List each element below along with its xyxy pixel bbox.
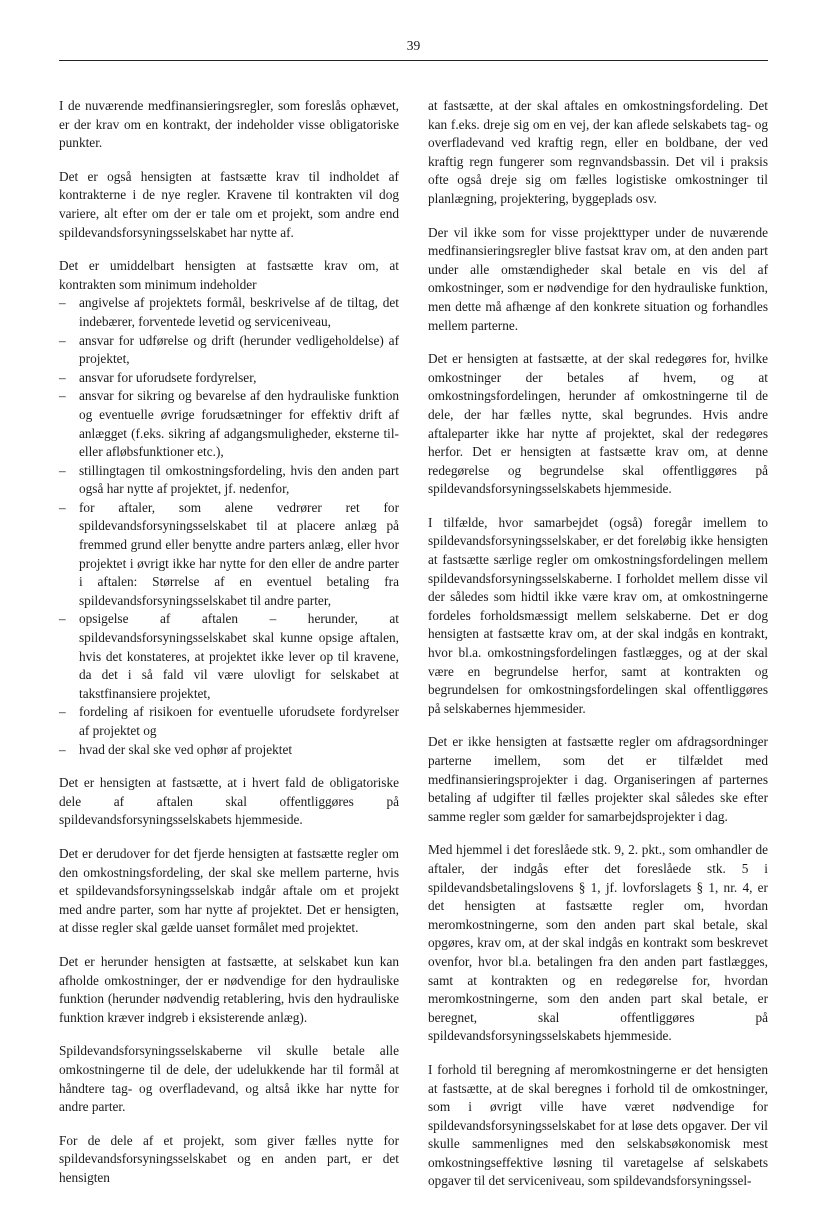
paragraph: I de nuværende medfinansieringsregler, som foreslås ophævet, er der krav om en kontrakt, der indeholder visse obligatoriske punkter. — [59, 98, 399, 151]
paragraph: Spildevandsforsyningsselskaberne vil skulle betale alle omkostningerne til de dele, der udelukkende har til formål at håndtere tag- og overfladevand, og altså ikke har nytte for andre parter. — [59, 1043, 399, 1115]
requirements-list — [59, 294, 399, 759]
list-item: – opsigelse af aftalen – herunder, at spildevandsforsyningsselskabet skal kunne opsige aftalen, hvis det konstateres, at projektet ikke lever op til kravene, da det i så fald vil være ulovligt for selskabet at takstfinansiere projektet, — [59, 610, 399, 703]
left-column — [59, 97, 399, 1202]
paragraph: Det er herunder hensigten at fastsætte, at selskabet kun kan afholde omkostninger, der er nødvendige for den hydrauliske funktion (herunder nødvendig retablering, hvis den hydrauliske funktion kræver indgreb i eksisterende anlæg). — [59, 953, 399, 1025]
paragraph: Det er hensigten at fastsætte, at der skal redegøres for, hvilke omkostninger der betales af hvem, og at omkostningsfordelingen, herunder af omkostningerne til de dele, der har fælles nytte, skal begrundes. Hvis andre aftaleparter ikke har nytte af projektet, skal der redegøres herfor. Det er hensigten at fastsætte krav om, at denne redegørelse og begrundelse skal offentliggøres på spildevandsforsyningsselskabets hjemmeside. — [428, 351, 768, 497]
paragraph: Det er derudover for det fjerde hensigten at fastsætte regler om den omkostningsfordeling, der skal ske mellem parterne, hvis et spildevandsforsyningsselskab indgår aftale om et projekt med andre parter, som har nytte af projektet. Det er hensigten, at disse regler skal gælde uanset formålet med projektet. — [59, 845, 399, 936]
paragraph: I tilfælde, hvor samarbejdet (også) foregår imellem to spildevandsforsyningsselskaber, er det foreløbig ikke hensigten at fastsætte særlige regler om omkostningsfordelingen mellem spildevandsforsyningsselskaberne. I forholdet mellem disse vil der således som hidtil ikke være krav om, at omkostningerne fordeles forholdsmæssigt mellem selskaberne. Det er dog hensigten at fastsætte krav om, at der skal indgås en kontrakt, hvor bl.a. omkostningsfordelingen fastlægges, og at der skal være en begrundelse herfor, samt at kontrakten og begrundelsen for omkostningsfordelingen skal offentliggøres på selskabernes hjemmesider. — [428, 514, 768, 716]
list-intro: Det er umiddelbart hensigten at fastsætte krav om, at kontrakten som minimum indeholder — [59, 258, 399, 292]
paragraph: Der vil ikke som for visse projekttyper under de nuværende medfinansieringsregler blive fastsat krav om, at den anden part under alle omstændigheder skal betale en vis del af omkostninger, som er nødvendige for den hydrauliske funktion, men dette må afhænge af den konkrete situation og forhandles mellem parterne. — [428, 224, 768, 333]
list-item: – hvad der skal ske ved ophør af projektet — [59, 741, 399, 760]
list-item: – ansvar for uforudsete fordyrelser, — [59, 369, 399, 388]
paragraph: Med hjemmel i det foreslåede stk. 9, 2. pkt., som omhandler de aftaler, der indgås efter det foreslåede stk. 5 i spildevandsbetalingslovens § 1, jf. lovforslagets § 1, nr. 4, er det hensigten at fastsætte regler om, hvordan meromkostningerne, som den anden part skal betale, skal opgøres, krav om, at der skal indgås en kontrakt som beskrevet ovenfor, hvor bl.a. betalingen fra den anden part fastlægges, samt at kontrakten og en redegørelse for, hvordan meromkostningerne, som den anden part skal betale, er beregnet, skal offentliggøres på spildevandsforsyningsselskabets hjemmeside. — [428, 842, 768, 1044]
paragraph: at fastsætte, at der skal aftales en omkostningsfordeling. Det kan f.eks. dreje sig om en vej, der kan aflede selskabets tag- og overfladevand ved kraftig regn, eller en boldbane, der ved kraftig regn fungerer som regnvandsbassin. Det vil i praksis ofte også dreje sig om fælles logistiske omkostninger til planlægning, projektering, byggeplads osv. — [428, 98, 768, 206]
list-item: – for aftaler, som alene vedrører ret for spildevandsforsyningsselskabet til at placere anlæg på fremmed grund eller benytte andre parters anlæg, eller hvor projektet i øvrigt ikke har nytte for den eller de andre parter i aftalen: Størrelse af en eventuel betaling fra spildevandsforsyningsselskabet til andre parter, — [59, 499, 399, 611]
list-item: – stillingtagen til omkostningsfordeling, hvis den anden part også har nytte af projektet, jf. nedenfor, — [59, 462, 399, 499]
paragraph: I forhold til beregning af meromkostningerne er det hensigten at fastsætte, at de skal beregnes i forhold til de omkostninger, som i øvrigt ville have været nødvendige for spildevandsforsyningsselskabet for at løse dets opgaver. Der vil skulle sammenlignes med den selskabsøkonomisk mest omkostningseffektive løsning til varetagelse af selskabets opgaver til det serviceniveau, som spildevandsforsyningssel- — [428, 1061, 768, 1189]
paragraph: Det er ikke hensigten at fastsætte regler om afdragsordninger parterne imellem, som det er tilfældet med medfinansieringsprojekter i dag. Organiseringen af parternes betaling af udgifter til fælles projekter skal således ske efter samme regler som gælder for samarbejdsprojekter i dag. — [428, 734, 768, 824]
list-item: – ansvar for udførelse og drift (herunder vedligeholdelse) af projektet, — [59, 332, 399, 369]
list-item: – angivelse af projektets formål, beskrivelse af de tiltag, det indebærer, forventede levetid og serviceniveau, — [59, 294, 399, 331]
paragraph: Det er også hensigten at fastsætte krav til indholdet af kontrakterne i de nye regler. Kravene til kontrakten vil dog variere, alt efter om der er tale om et projekt, som andre end spildevandsforsyningsselskabet har nytte af. — [59, 168, 399, 240]
header-rule — [59, 60, 768, 61]
list-item: – fordeling af risikoen for eventuelle uforudsete fordyrelser af projektet og — [59, 703, 399, 740]
right-column — [428, 97, 768, 1206]
paragraph: Det er hensigten at fastsætte, at i hvert fald de obligatoriske dele af aftalen skal offentliggøres på spildevandsforsyningsselskabets hjemmeside. — [59, 775, 399, 828]
page-number: 39 — [406, 38, 421, 53]
list-item: – ansvar for sikring og bevarelse af den hydrauliske funktion og eventuelle øvrige forudsætninger for effektiv drift af anlægget (f.eks. sikring af adgangsmuligheder, eksterne til- eller afløbsfunktioner etc.), — [59, 387, 399, 461]
paragraph: For de dele af et projekt, som giver fælles nytte for spildevandsforsyningsselskabet og en anden part, er det hensigten — [59, 1132, 399, 1185]
